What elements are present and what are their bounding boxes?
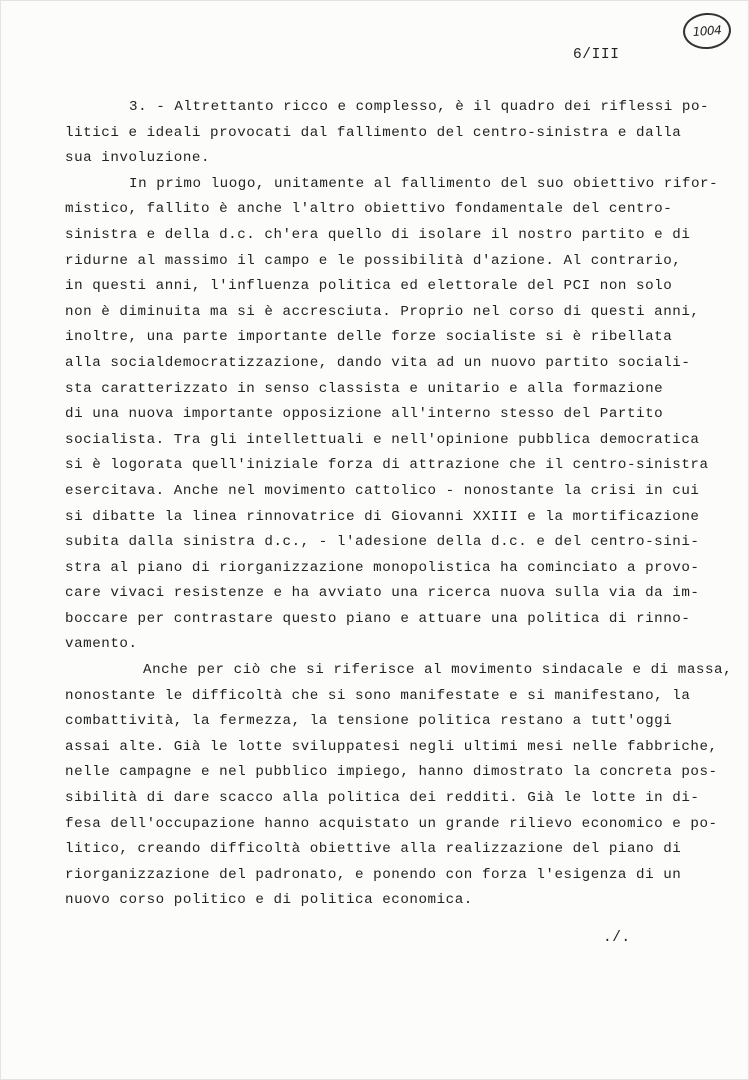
continuation-mark: ./. (603, 930, 631, 946)
text-line: vamento. (65, 636, 138, 653)
text-line: nonostante le difficoltà che si sono manifestate e si manifestano, la (65, 687, 691, 704)
text-line: inoltre, una parte importante delle forze socialiste si è ribellata (65, 329, 673, 346)
text-line: In primo luogo, unitamente al fallimento del suo obiettivo rifor- (129, 175, 719, 192)
text-line: care vivaci resistenze e ha avviato una ricerca nuova sulla via da im- (65, 585, 700, 602)
text-line: litico, creando difficoltà obiettive alla realizzazione del piano di (65, 841, 682, 858)
text-line: 3. - Altrettanto ricco e complesso, è il quadro dei riflessi po- (129, 99, 710, 115)
archive-number-stamp: 1004 (682, 11, 732, 50)
text-line: boccare per contrastare questo piano e attuare una politica di rinno- (65, 610, 691, 627)
text-line: di una nuova importante opposizione all'interno stesso del Partito (65, 406, 664, 423)
text-line: ridurne al massimo il campo e le possibilità d'azione. Al contrario, (65, 252, 682, 269)
text-line: si dibatte la linea rinnovatrice di Giovanni XXIII e la mortificazione (65, 508, 700, 525)
text-line: assai alte. Già le lotte sviluppatesi negli ultimi mesi nelle fabbriche, (65, 738, 718, 755)
text-line: mistico, fallito è anche l'altro obiettivo fondamentale del centro- (65, 201, 673, 218)
text-line: esercitava. Anche nel movimento cattolico - nonostante la crisi in cui (65, 482, 700, 499)
text-line: alla socialdemocratizzazione, dando vita ad un nuovo partito sociali- (65, 354, 691, 371)
text-line: nelle campagne e nel pubblico impiego, hanno dimostrato la concreta pos- (65, 764, 718, 781)
text-line: si è logorata quell'iniziale forza di attrazione che il centro-sinistra (65, 457, 709, 474)
text-line: litici e ideali provocati dal fallimento del centro-sinistra e dalla (65, 124, 682, 141)
text-line: combattività, la fermezza, la tensione politica restano a tutt'oggi (65, 713, 673, 730)
text-line: sibilità di dare scacco alla politica dei redditi. Già le lotte in di- (65, 790, 700, 807)
text-line: subita dalla sinistra d.c., - l'adesione della d.c. e del centro-sini- (65, 534, 700, 551)
text-line: nuovo corso politico e di politica economica. (65, 892, 473, 909)
text-line: non è diminuita ma si è accresciuta. Proprio nel corso di questi anni, (65, 303, 700, 320)
text-line: sinistra e della d.c. ch'era quello di isolare il nostro partito e di (65, 226, 691, 243)
text-line: sua involuzione. (65, 150, 211, 167)
text-line: fesa dell'occupazione hanno acquistato un grande rilievo economico e po- (65, 815, 718, 832)
text-line: socialista. Tra gli intellettuali e nell'opinione pubblica democratica (65, 431, 700, 448)
text-line: sta caratterizzato in senso classista e unitario e alla formazione (65, 380, 664, 397)
page-number: 6/III (573, 47, 620, 63)
text-line: stra al piano di riorganizzazione monopolistica ha cominciato a provo- (65, 559, 700, 576)
text-line: riorganizzazione del padronato, e ponendo con forza l'esigenza di un (65, 866, 682, 883)
body-text (65, 95, 733, 914)
text-line: in questi anni, l'influenza politica ed elettorale del PCI non solo (65, 278, 673, 295)
text-line: Anche per ciò che si riferisce al movimento sindacale e di massa, (143, 662, 733, 679)
